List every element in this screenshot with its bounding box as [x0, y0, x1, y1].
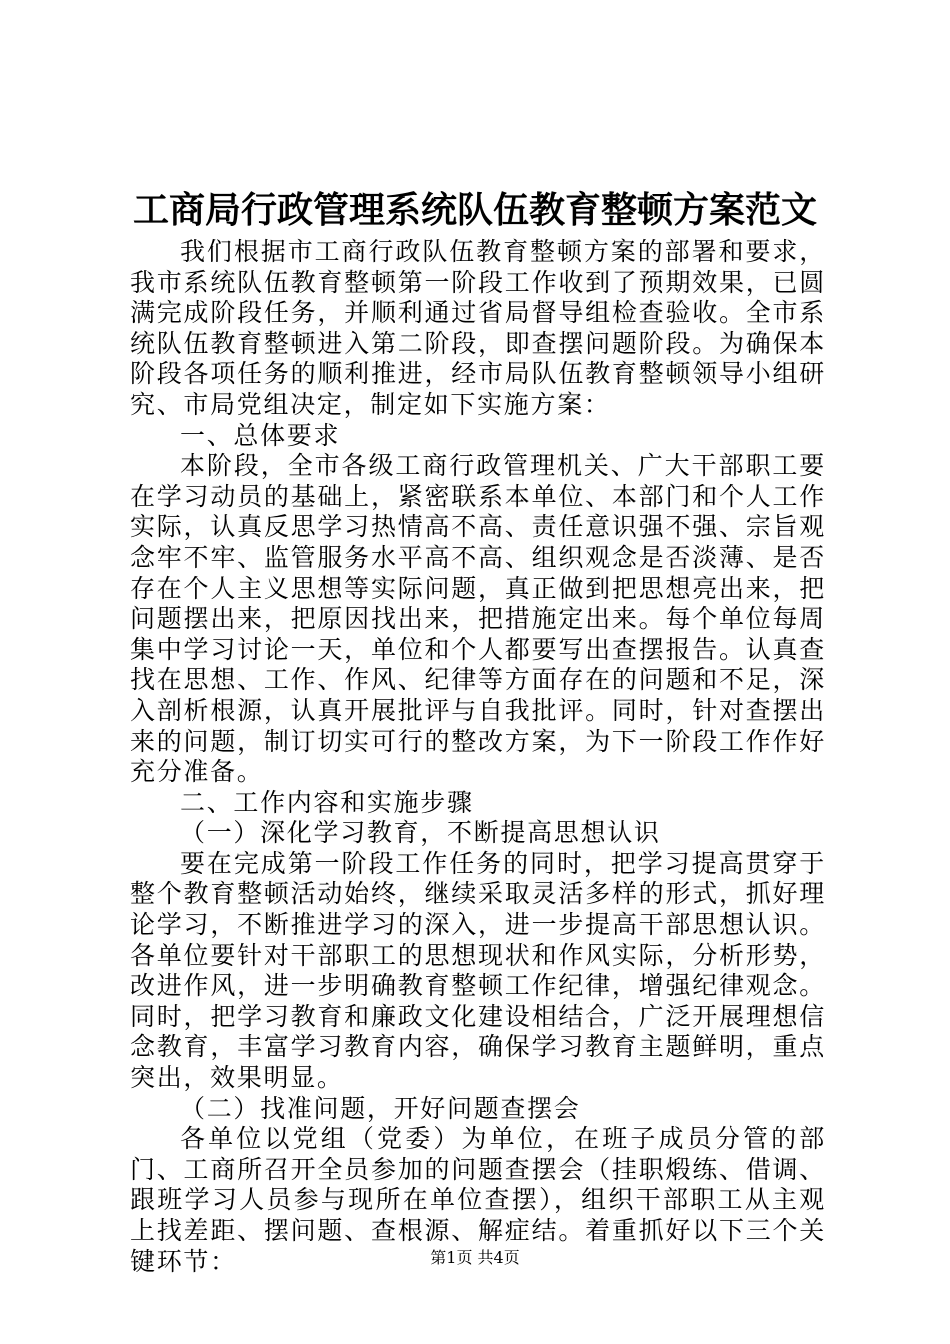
subsection-heading-study-education: （一）深化学习教育，不断提高思想认识	[180, 818, 661, 848]
paragraph-find-problems: 各单位以党组（党委）为单位，在班子成员分管的部门、工商所召开全员参加的问题查摆会（挂职煅练、借调、跟班学习人员参与现所在单位查摆），组织干部职工从主观上找差距、摆问题、查根源、解症结。着重抓好以下三个关键环节：	[130, 1124, 826, 1276]
page-footer: 第1页 共4页	[430, 1248, 520, 1267]
section-heading-work-content: 二、工作内容和实施步骤	[180, 787, 474, 817]
section-heading-general-requirements: 一、总体要求	[180, 420, 341, 450]
document-title: 工商局行政管理系统队伍教育整顿方案范文	[132, 189, 817, 231]
paragraph-study-education: 要在完成第一阶段工作任务的同时，把学习提高贯穿于整个教育整顿活动始终，继续采取灵活多样的形式，抓好理论学习，不断推进学习的深入，进一步提高干部思想认识。各单位要针对干部职工的思想现状和作风实际，分析形势，改进作风，进一步明确教育整顿工作纪律，增强纪律观念。同时，把学习教育和廉政文化建设相结合，广泛开展理想信念教育，丰富学习教育内容，确保学习教育主题鲜明，重点突出，效果明显。	[130, 848, 826, 1093]
paragraph-general-requirements: 本阶段，全市各级工商行政管理机关、广大干部职工要在学习动员的基础上，紧密联系本单位、本部门和个人工作实际，认真反思学习热情高不高、责任意识强不强、宗旨观念牢不牢、监管服务水平高不高、组织观念是否淡薄、是否存在个人主义思想等实际问题，真正做到把思想亮出来，把问题摆出来，把原因找出来，把措施定出来。每个单位每周集中学习讨论一天，单位和个人都要写出查摆报告。认真查找在思想、工作、作风、纪律等方面存在的问题和不足，深入剖析根源，认真开展批评与自我批评。同时，针对查摆出来的问题，制订切实可行的整改方案，为下一阶段工作作好充分准备。	[130, 451, 826, 787]
paragraph-intro: 我们根据市工商行政队伍教育整顿方案的部署和要求，我市系统队伍教育整顿第一阶段工作收到了预期效果，已圆满完成阶段任务，并顺利通过省局督导组检查验收。全市系统队伍教育整顿进入第二阶段，即查摆问题阶段。为确保本阶段各项任务的顺利推进，经市局队伍教育整顿领导小组研究、市局党组决定，制定如下实施方案：	[130, 237, 826, 419]
subsection-heading-find-problems: （二）找准问题，开好问题查摆会	[180, 1093, 581, 1123]
document-body	[130, 237, 826, 1277]
